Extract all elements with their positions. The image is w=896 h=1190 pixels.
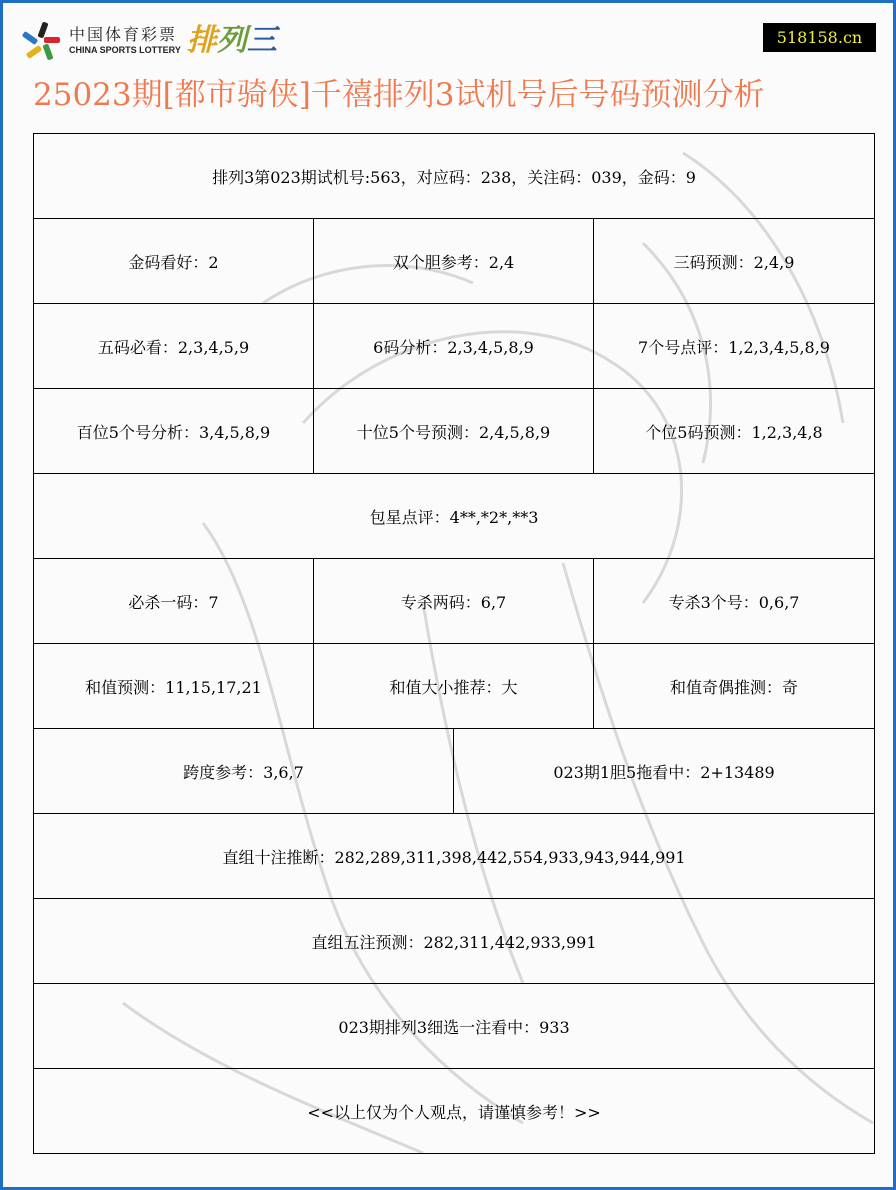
tens-position-cell: 十位5个号预测：2,4,5,8,9 xyxy=(314,389,594,474)
kill-one-code-cell: 必杀一码：7 xyxy=(34,559,314,644)
table-row xyxy=(34,1069,875,1154)
table-row xyxy=(34,389,875,474)
straight-ten-picks-cell: 直组十注推断：282,289,311,398,442,554,933,943,944,991 xyxy=(34,814,875,899)
trial-number-summary: 排列3第023期试机号:563，对应码：238，关注码：039，金码：9 xyxy=(34,134,875,219)
seven-code-cell: 7个号点评：1,2,3,4,5,8,9 xyxy=(594,304,875,389)
table-row xyxy=(34,474,875,559)
span-reference-cell: 跨度参考：3,6,7 xyxy=(34,729,454,814)
pailie3-product-logo: 排列三 xyxy=(186,23,277,58)
table-row xyxy=(34,814,875,899)
six-code-cell: 6码分析：2,3,4,5,8,9 xyxy=(314,304,594,389)
table-row xyxy=(34,559,875,644)
dan-tuo-cell: 023期1胆5拖看中：2+13489 xyxy=(454,729,875,814)
table-row xyxy=(34,729,875,814)
straight-five-picks-cell: 直组五注预测：282,311,442,933,991 xyxy=(34,899,875,984)
sum-parity-cell: 和值奇偶推测：奇 xyxy=(594,644,875,729)
hundreds-position-cell: 百位5个号分析：3,4,5,8,9 xyxy=(34,389,314,474)
single-pick-cell: 023期排列3细选一注看中：933 xyxy=(34,984,875,1069)
logo-english-text: CHINA SPORTS LOTTERY xyxy=(69,45,181,55)
double-dan-cell: 双个胆参考：2,4 xyxy=(314,219,594,304)
table-row xyxy=(34,304,875,389)
page-title: 25023期[都市骑侠]千禧排列3试机号后号码预测分析 xyxy=(33,77,765,113)
site-badge: 518158.cn xyxy=(763,23,876,52)
sum-prediction-cell: 和值预测：11,15,17,21 xyxy=(34,644,314,729)
lottery-star-icon xyxy=(21,20,63,62)
star-review-cell: 包星点评：4**,*2*,**3 xyxy=(34,474,875,559)
table-row xyxy=(34,644,875,729)
golden-code-cell: 金码看好：2 xyxy=(34,219,314,304)
kill-three-codes-cell: 专杀3个号：0,6,7 xyxy=(594,559,875,644)
prediction-table xyxy=(33,133,875,1154)
table-row xyxy=(34,219,875,304)
logo-chinese-text: 中国体育彩票 xyxy=(69,25,178,44)
sum-size-cell: 和值大小推荐：大 xyxy=(314,644,594,729)
table-row xyxy=(34,984,875,1069)
table-row xyxy=(34,134,875,219)
china-sports-lottery-logo xyxy=(21,19,277,63)
kill-two-codes-cell: 专杀两码：6,7 xyxy=(314,559,594,644)
three-code-cell: 三码预测：2,4,9 xyxy=(594,219,875,304)
table-row xyxy=(34,899,875,984)
disclaimer-cell: <<以上仅为个人观点，请谨慎参考！>> xyxy=(34,1069,875,1154)
units-position-cell: 个位5码预测：1,2,3,4,8 xyxy=(594,389,875,474)
five-code-cell: 五码必看：2,3,4,5,9 xyxy=(34,304,314,389)
